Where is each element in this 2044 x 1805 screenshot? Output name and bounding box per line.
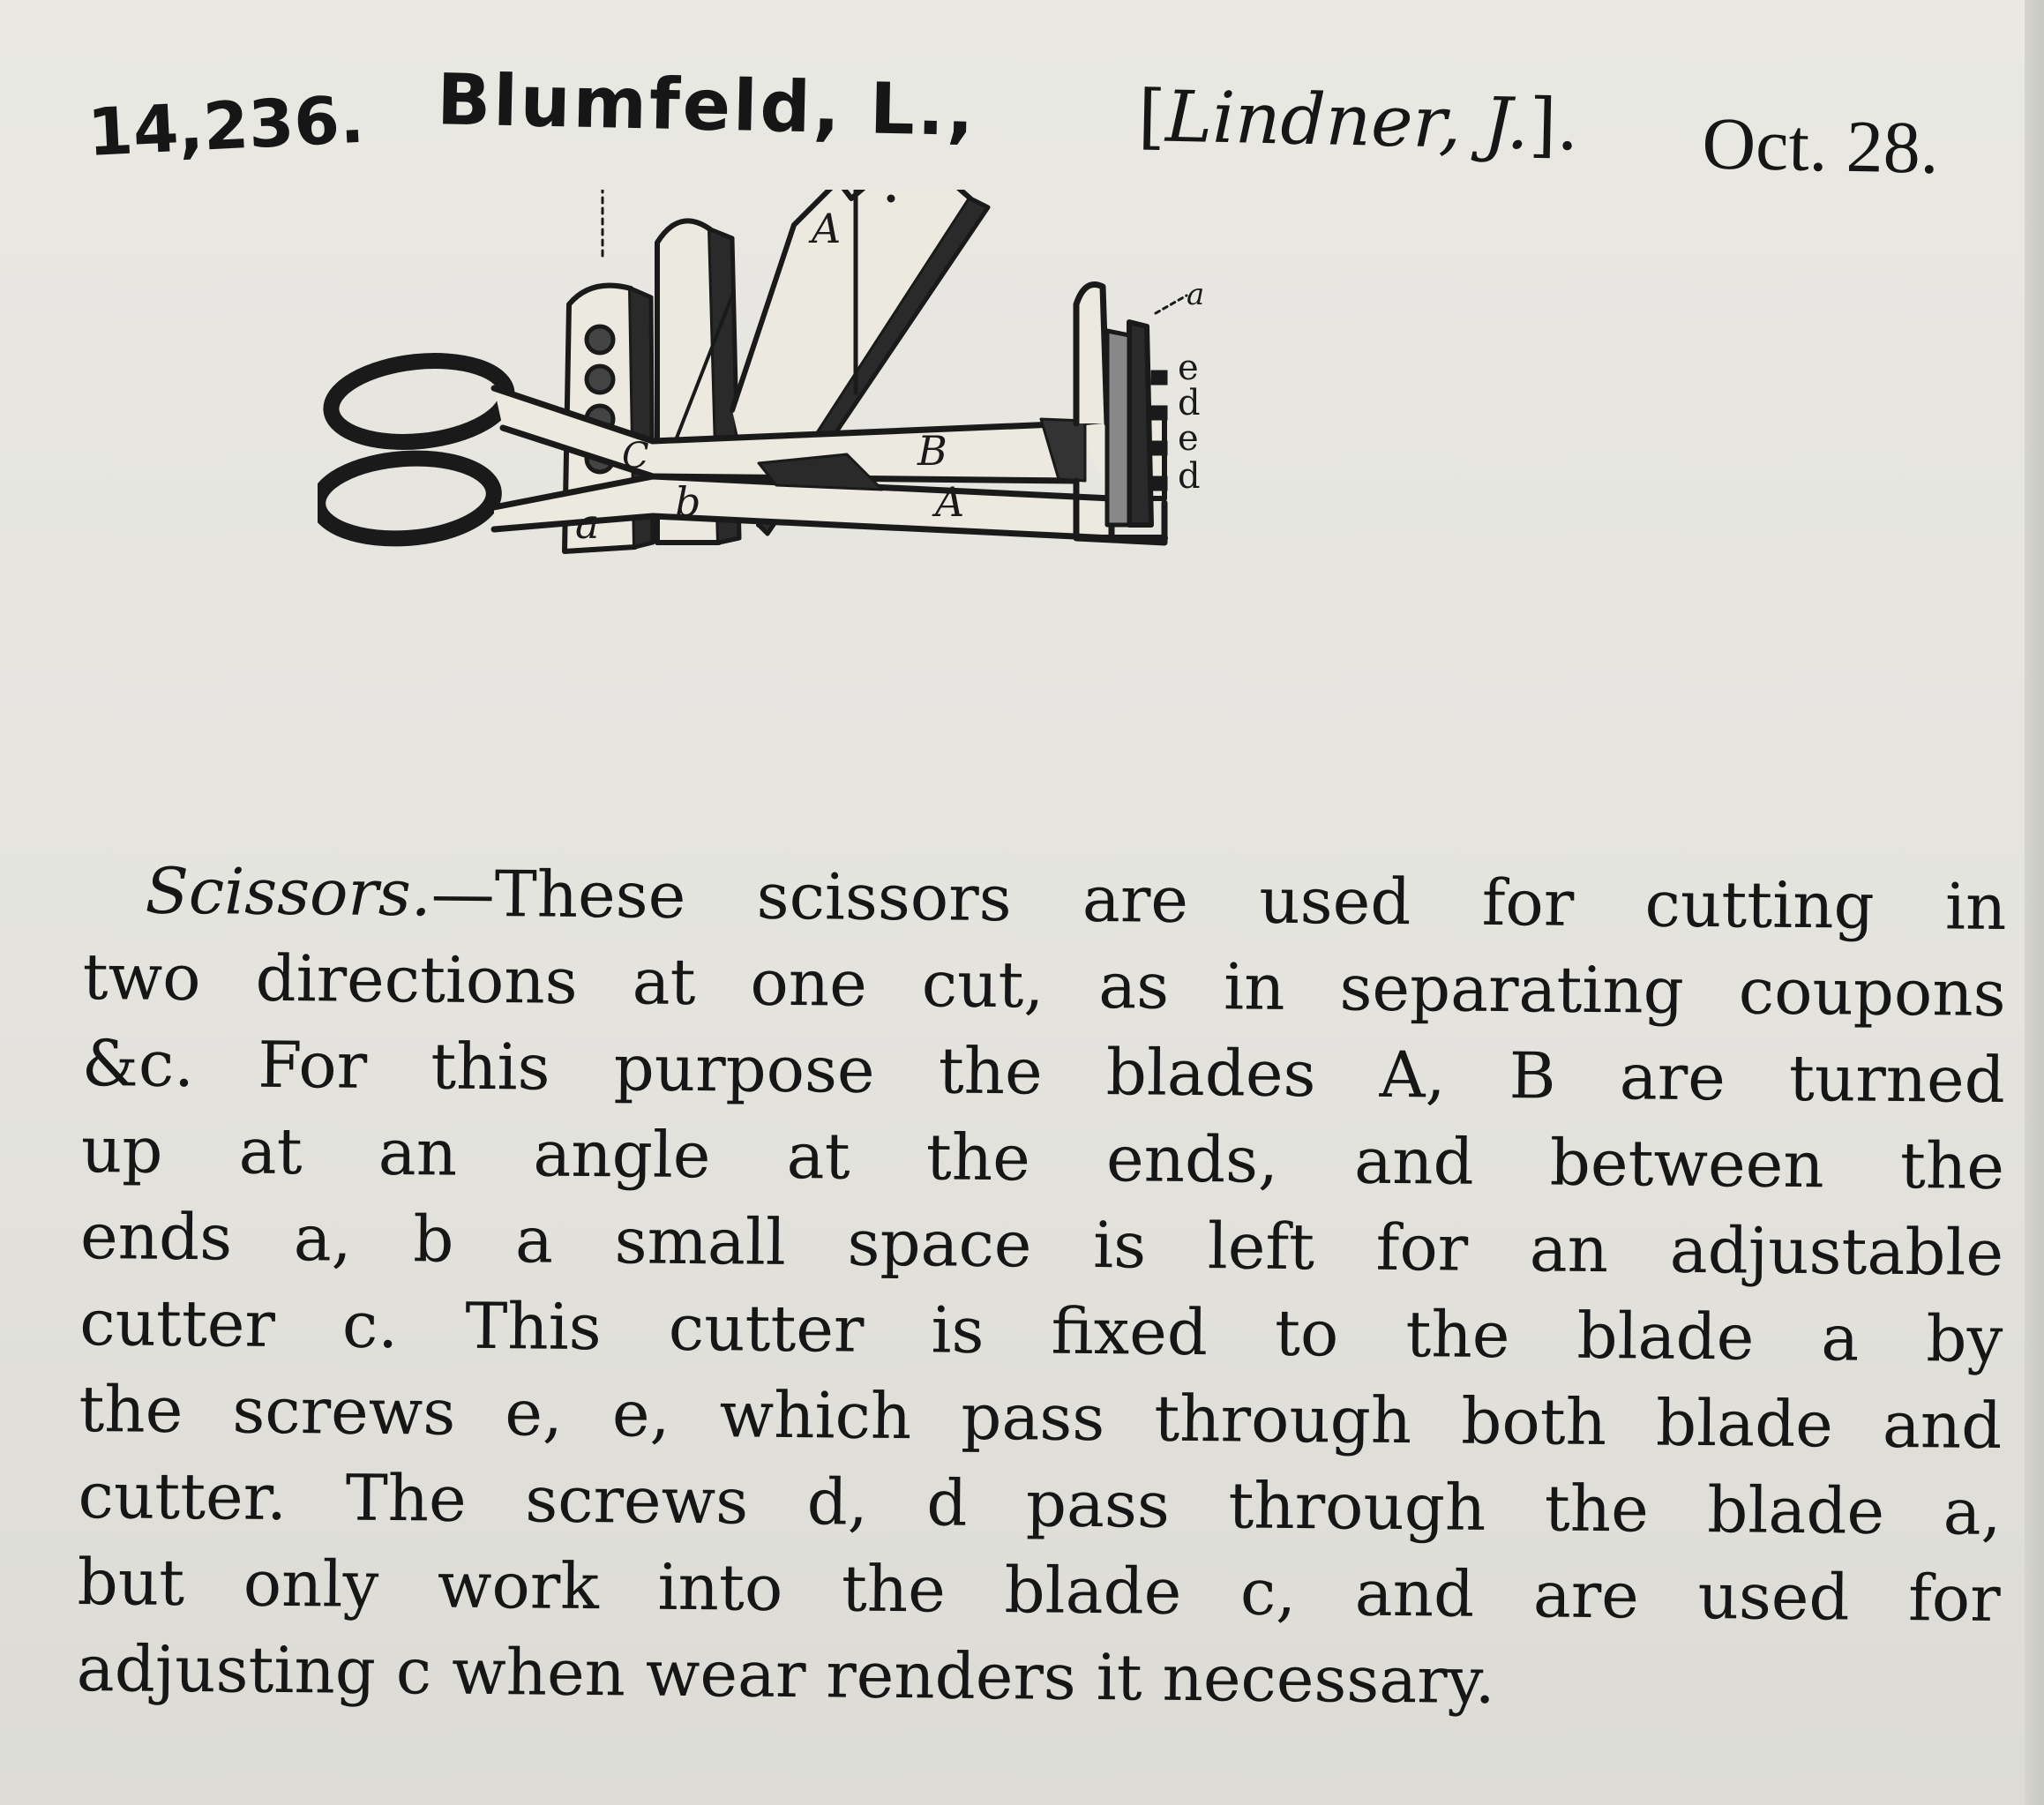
description-line: &c. For this purpose the blades A, B are turned (81, 1025, 2006, 1118)
label-a-small: a (575, 500, 600, 548)
label-A-upper: A (812, 205, 842, 252)
subject-heading: Scissors. (145, 853, 432, 931)
inventor-name: Blumfeld, L., (436, 58, 977, 153)
patent-number: 14,236. (86, 81, 366, 171)
label-e-1: e (1178, 348, 1199, 388)
label-B-blade: B (917, 427, 947, 475)
description-line: the screws e, e, which pass through both blade and (79, 1371, 2003, 1463)
scissors-illustration (318, 190, 1764, 807)
scissors-figure (318, 190, 1764, 807)
label-A-blade: A (935, 478, 965, 526)
bracket-open: [ (1137, 74, 1167, 158)
bracket-close: ]. (1528, 83, 1580, 167)
label-d-1: d (1178, 383, 1201, 423)
patent-description (76, 847, 2006, 1728)
description-line: up at an angle at the ends, and between the (80, 1112, 2005, 1204)
assignee (1137, 75, 1580, 166)
description-line: but only work into the blade c, and are used for (77, 1544, 2002, 1636)
upturned-end-a (1129, 322, 1151, 525)
label-d-2: d (1178, 456, 1201, 497)
label-C-pivot: C (622, 436, 649, 476)
page-edge (2025, 0, 2044, 1805)
label-e-2: e (1178, 418, 1199, 459)
description-line: ends a, b a small space is left for an adjustable (79, 1198, 2004, 1291)
handle-top (327, 353, 511, 450)
label-b-small: b (675, 478, 701, 526)
description-line: cutter c. This cutter is fixed to the blade a by (79, 1284, 2003, 1377)
patent-date: Oct. 28. (1701, 102, 1940, 190)
description-line: two directions at one cut, as in separating coupons (82, 939, 2007, 1031)
description-line: cutter. The screws d, d pass through the blade a, (78, 1457, 2002, 1549)
label-a-right: a (1187, 277, 1205, 312)
description-line: adjusting c when wear renders it necessary. (76, 1630, 1496, 1718)
handle-bottom (318, 453, 497, 544)
upturned-end-b (1076, 285, 1107, 424)
assignee-name: Lindner, J. (1164, 75, 1531, 166)
description-line: Scissors.—These scissors are used for cutting in (145, 853, 2007, 945)
